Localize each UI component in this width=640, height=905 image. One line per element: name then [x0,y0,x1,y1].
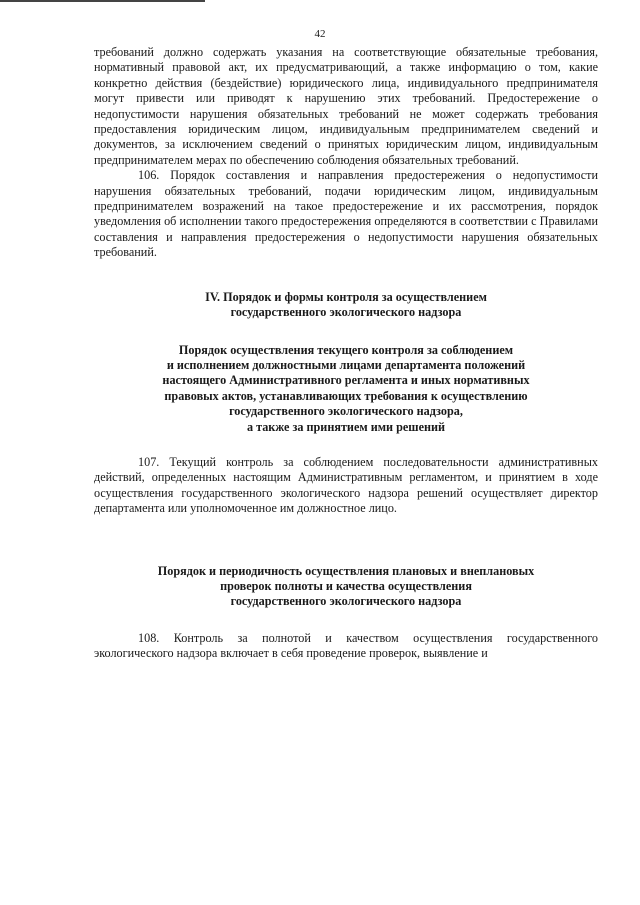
paragraph-continuation: требований должно содержать указания на соответствующие обязательные требования, нормативный правовой акт, их предусматривающий, а также информацию о том, какие конкретно действия (бездействие) юридического лица, индивидуального предпринимателя могут привести или приводят к нарушению этих требований. Предостережение о недопустимости нарушения обязательных требований не может содержать требования предоставления юридическим лицом, индивидуальным предпринимателем сведений и документов, за исключением сведений о принятых юридическим лицом, индивидуальным предпринимателем мерах по обеспечению соблюдения обязательных требований. [94,45,598,167]
subsection-heading-current-control [94,343,598,435]
heading-line: настоящего Административного регламента и иных нормативных [162,373,530,388]
top-rule [0,0,205,2]
paragraph-106: 106. Порядок составления и направления предостережения о недопустимости нарушения обязательных требований, подачи юридическим лицом, индивидуальным предпринимателем возражений на такое предостережение и их рассмотрения, порядок уведомления об исполнении такого предостережения определяются в соответствии с Правилами составления и направления предостережения о недопустимости нарушения обязательных требований. [94,168,598,260]
heading-line: государственного экологического надзора [230,305,462,320]
heading-line: Порядок и периодичность осуществления плановых и внеплановых [157,563,535,578]
heading-line: IV. Порядок и формы контроля за осуществлением [205,289,487,304]
page-number: 42 [314,28,326,40]
heading-line: государственного экологического надзора [230,594,462,609]
paragraph-108: 108. Контроль за полнотой и качеством осуществления государственного экологического надзора включает в себя проведение проверок, выявление и [94,630,598,661]
subsection-heading-inspections [94,564,598,610]
heading-line: и исполнением должностными лицами департамента положений [166,357,526,372]
heading-line: государственного экологического надзора, [229,404,463,419]
paragraph-107: 107. Текущий контроль за соблюдением последовательности административных действий, определенных настоящим Административным регламентом, и принятием в ходе осуществления государственного экологического надзора решений осуществляет директор департамента или уполномоченное им должностное лицо. [94,454,598,516]
heading-line: проверок полноты и качества осуществления [220,578,472,593]
heading-line: правовых актов, устанавливающих требования к осуществлению [164,388,528,403]
heading-line: Порядок осуществления текущего контроля за соблюдением [178,342,514,357]
section-heading-iv [94,290,598,321]
document-body [94,45,598,662]
heading-line: а также за принятием ими решений [246,419,446,434]
